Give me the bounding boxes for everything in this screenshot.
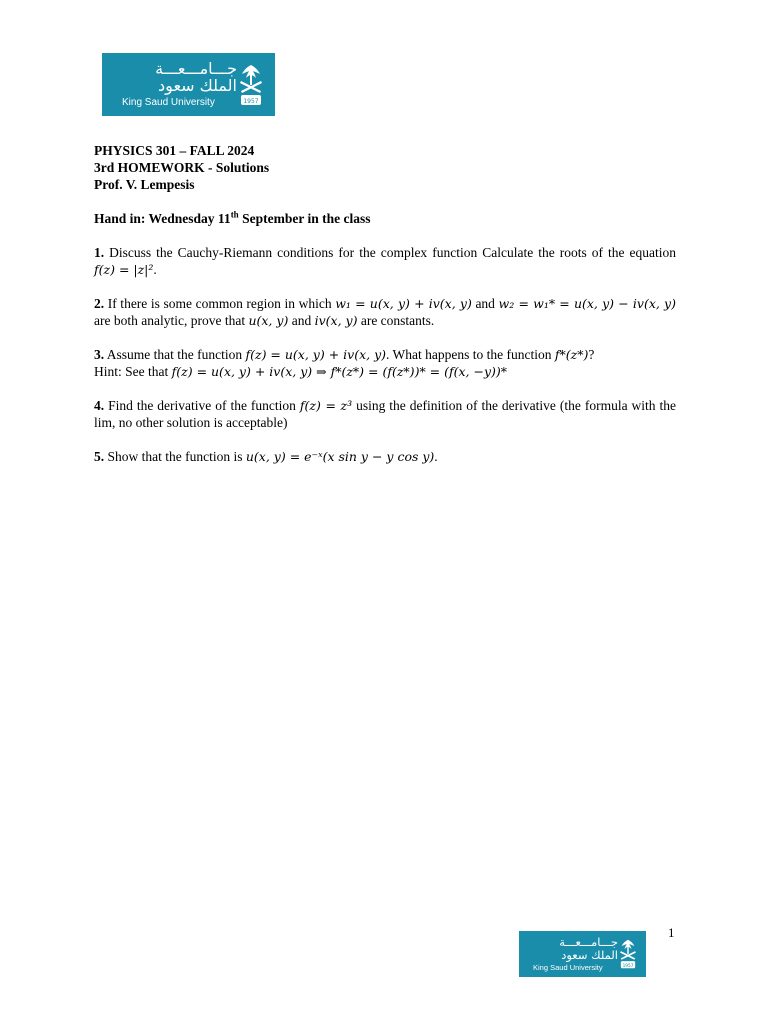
question-text: . What happens to the function — [386, 347, 555, 362]
question-text: and — [471, 296, 499, 311]
question-2 — [94, 295, 676, 329]
question-number: 5. — [94, 449, 105, 464]
question-text: If there is some common region in which — [104, 296, 336, 311]
homework-document — [94, 142, 676, 465]
hint-math-expression: f(z) = u(x, y) + iv(x, y) ⇒ f*(z*) = (f(z*))* = (f(x, −y))* — [171, 364, 508, 379]
logo-english-name: King Saud University — [122, 97, 215, 109]
question-text: are both analytic, prove that — [94, 313, 249, 328]
question-text: are constants. — [357, 313, 435, 328]
math-expression: f*(z*) — [554, 347, 589, 362]
question-text: Discuss the Cauchy-Riemann conditions for the complex function Calculate the roots of the equation — [104, 245, 676, 260]
math-expression: u(x, y) = e⁻ˣ(x sin y − y cos y) — [245, 449, 435, 464]
question-number: 2. — [94, 296, 105, 311]
question-text: ? — [588, 347, 595, 362]
question-text: and — [288, 313, 315, 328]
question-text: . — [434, 449, 438, 464]
palm-swords-emblem-icon — [618, 936, 638, 972]
logo-arabic-line2: الملك سعود — [158, 75, 237, 95]
question-text: Find the derivative of the function — [104, 398, 300, 413]
logo-arabic-line1: جـــامـــعـــة — [559, 935, 618, 950]
math-expression: w₂ = w₁* = u(x, y) − iv(x, y) — [498, 296, 676, 311]
math-expression: iv(x, y) — [314, 313, 358, 328]
question-number: 3. — [94, 347, 105, 362]
homework-title: 3rd HOMEWORK - Solutions — [94, 160, 270, 175]
logo-arabic-line2: الملك سعود — [561, 947, 618, 962]
question-4 — [94, 397, 676, 431]
course-title: PHYSICS 301 – FALL 2024 — [94, 143, 255, 158]
question-text: using the definition of the derivative (the formula with the lim, no other solution is acceptable) — [94, 398, 677, 430]
handin-line — [94, 210, 676, 227]
math-expression: u(x, y) — [248, 313, 289, 328]
logo-arabic-line1: جـــامـــعـــة — [155, 58, 237, 78]
handin-rest: September in the class — [238, 211, 371, 226]
handin-ordinal-suffix: th — [230, 209, 239, 220]
university-logo-top — [102, 53, 275, 116]
math-expression: f(z) = z³ — [299, 398, 353, 413]
question-text: . — [153, 262, 157, 277]
handin-prefix: Hand in: Wednesday 11 — [94, 211, 231, 226]
question-1 — [94, 244, 676, 278]
professor-name: Prof. V. Lempesis — [94, 177, 195, 192]
question-number: 4. — [94, 398, 105, 413]
question-5 — [94, 448, 676, 465]
math-expression: w₁ = u(x, y) + iv(x, y) — [335, 296, 472, 311]
palm-swords-emblem-icon — [237, 61, 265, 109]
emblem-badge-year: 1957 — [243, 97, 259, 105]
question-number: 1. — [94, 245, 105, 260]
question-text: Assume that the function — [104, 347, 246, 362]
question-text: Show that the function is — [104, 449, 246, 464]
hint-label: Hint: See that — [94, 364, 172, 379]
emblem-badge-year: 1957 — [622, 963, 634, 969]
document-header — [94, 142, 676, 193]
university-logo-bottom — [519, 931, 646, 977]
logo-english-name: King Saud University — [533, 962, 603, 972]
math-expression: f(z) = |z|² — [94, 262, 154, 277]
math-expression: f(z) = u(x, y) + iv(x, y) — [245, 347, 387, 362]
page-number: 1 — [668, 925, 675, 940]
question-3 — [94, 346, 676, 380]
